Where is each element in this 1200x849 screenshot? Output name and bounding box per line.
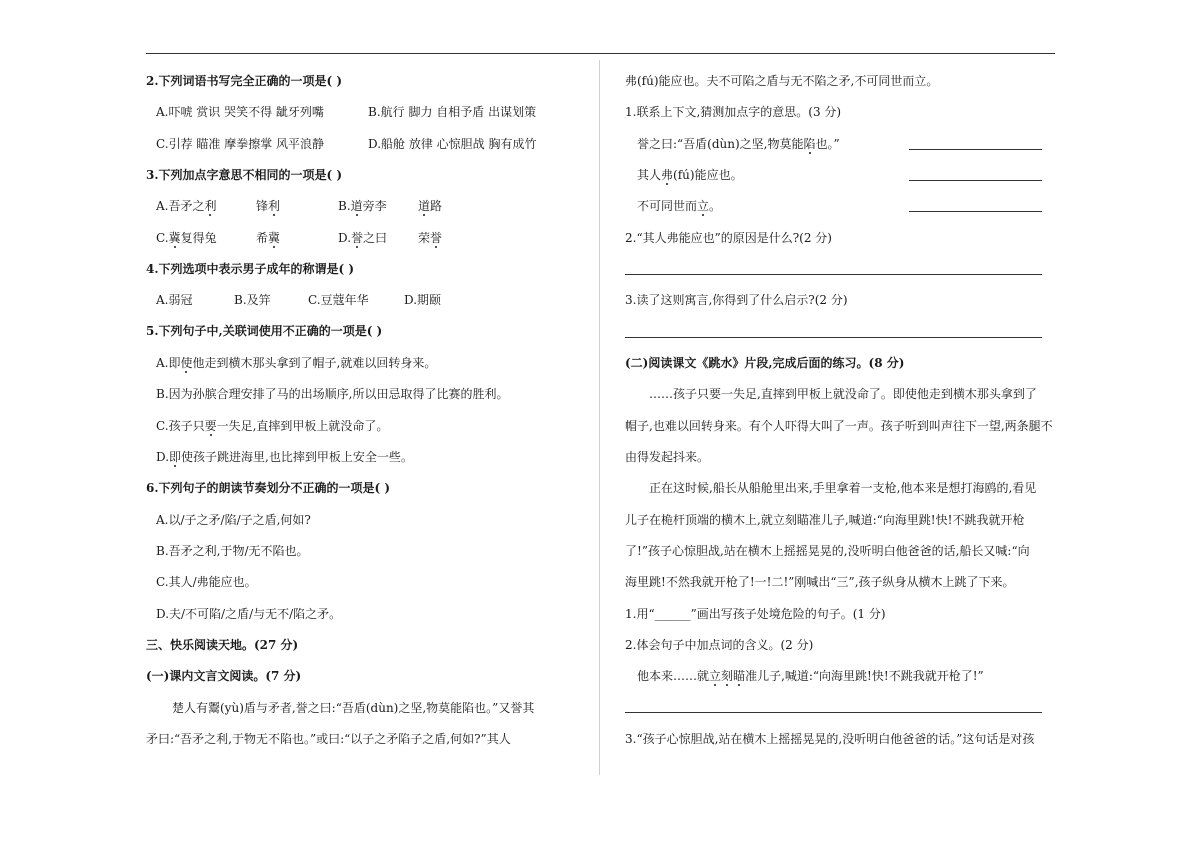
top-rule <box>146 53 1055 54</box>
answer-line-6[interactable] <box>625 712 1042 713</box>
q3-option-a: A.吾矛之利 <box>156 199 217 213</box>
answer-line-1[interactable] <box>909 149 1042 150</box>
q4-option-b: B.及笄 <box>234 293 271 307</box>
passage-1-line-3: 弗(fú)能应也。夫不可陷之盾与无不陷之矛,不可同世而立。 <box>625 74 939 88</box>
q3-option-d-pair: 荣誉 <box>418 231 443 245</box>
q2-option-a: A.吓唬 赏识 哭笑不得 龇牙列嘴 <box>156 105 324 119</box>
r2-q3: 3.“孩子心惊胆战,站在横木上摇摇晃晃的,没听明白他爸爸的话。”这句话是对孩 <box>625 732 1035 746</box>
q4-option-d: D.期颐 <box>404 293 442 307</box>
passage-2-line-6: 了!”孩子心惊胆战,站在横木上摇摇晃晃的,没听明白他爸爸的话,船长又喊:“向 <box>625 544 1030 558</box>
q3-option-b: B.道旁李 <box>338 199 387 213</box>
passage-2-line-2: 帽子,也难以回转身来。有个人吓得大叫了一声。孩子听到叫声往下一望,两条腿不 <box>625 419 1053 433</box>
q5-option-a: A.即使他走到横木那头拿到了帽子,就难以回转身来。 <box>156 356 437 370</box>
r2-q2-sentence: 他本来……就立刻瞄准儿子,喊道:“向海里跳!快!不跳我就开枪了!” <box>637 669 984 683</box>
passage-1-line-1: 楚人有鬻(yù)盾与矛者,誉之曰:“吾盾(dùn)之坚,物莫能陷也。”又誉其 <box>172 701 535 715</box>
r1-q3: 3.读了这则寓言,你得到了什么启示?(2 分) <box>625 293 848 307</box>
r1-q1-item-2: 其人弗(fú)能应也。 <box>637 168 743 182</box>
q6-option-a: A.以/子之矛/陷/子之盾,何如? <box>156 513 311 527</box>
q5-option-c: C.孩子只要一失足,直摔到甲板上就没命了。 <box>156 419 389 433</box>
answer-line-4[interactable] <box>625 274 1042 275</box>
part-1-title: (一)课内文言文阅读。(7 分) <box>146 669 302 683</box>
q3-option-c-pair: 希冀 <box>256 231 281 245</box>
q3-option-b-pair: 道路 <box>418 199 443 213</box>
q2-title: 2.下列词语书写完全正确的一项是( ) <box>146 74 343 88</box>
passage-2-line-5: 儿子在桅杆顶端的横木上,就立刻瞄准儿子,喊道:“向海里跳!快!不跳我就开枪 <box>625 513 1025 527</box>
q3-option-c: C.冀复得兔 <box>156 231 217 245</box>
passage-2-line-3: 由得发起抖来。 <box>625 450 710 464</box>
passage-2-line-4: 正在这时候,船长从船舱里出来,手里拿着一支枪,他本来是想打海鸥的,看见 <box>649 481 1037 495</box>
r2-q1: 1.用“______”画出写孩子处境危险的句子。(1 分) <box>625 607 886 621</box>
r1-q2: 2.“其人弗能应也”的原因是什么?(2 分) <box>625 231 832 245</box>
q2-option-d: D.船舱 放律 心惊胆战 胸有成竹 <box>368 137 537 151</box>
q6-option-d: D.夫/不可陷/之盾/与无不/陷之矛。 <box>156 607 342 621</box>
passage-2-line-7: 海里跳!不然我就开枪了!一!二!”刚喊出“三”,孩子纵身从横木上跳了下来。 <box>625 575 1015 589</box>
column-divider <box>599 60 600 775</box>
q4-title: 4.下列选项中表示男子成年的称谓是( ) <box>146 262 355 276</box>
r2-q2: 2.体会句子中加点词的含义。(2 分) <box>625 638 814 652</box>
q6-option-b: B.吾矛之利,于物/无不陷也。 <box>156 544 309 558</box>
q6-option-c: C.其人/弗能应也。 <box>156 575 257 589</box>
passage-2-line-1: ……孩子只要一失足,直摔到甲板上就没命了。即使他走到横木那头拿到了 <box>649 387 1037 401</box>
answer-line-5[interactable] <box>625 337 1042 338</box>
passage-1-line-2: 矛曰:“吾矛之利,于物无不陷也。”或曰:“以子之矛陷子之盾,何如?”其人 <box>146 732 511 746</box>
r1-q1-item-3: 不可同世而立。 <box>637 199 722 213</box>
section-3-title: 三、快乐阅读天地。(27 分) <box>146 638 299 652</box>
q5-option-d: D.即使孩子跳进海里,也比摔到甲板上安全一些。 <box>156 450 413 464</box>
q4-option-c: C.豆蔻年华 <box>308 293 369 307</box>
q2-option-c: C.引荐 瞄准 摩拳擦掌 风平浪静 <box>156 137 325 151</box>
r1-q1-item-1: 誉之曰:“吾盾(dùn)之坚,物莫能陷也。” <box>637 137 840 151</box>
answer-line-3[interactable] <box>909 211 1042 212</box>
q3-option-a-pair: 锋利 <box>256 199 281 213</box>
q6-title: 6.下列句子的朗读节奏划分不正确的一项是( ) <box>146 481 391 495</box>
q3-title: 3.下列加点字意思不相同的一项是( ) <box>146 168 343 182</box>
q5-option-b: B.因为孙膑合理安排了马的出场顺序,所以田忌取得了比赛的胜利。 <box>156 387 509 401</box>
r1-q1: 1.联系上下文,猜测加点字的意思。(3 分) <box>625 105 842 119</box>
part-2-title: (二)阅读课文《跳水》片段,完成后面的练习。(8 分) <box>625 356 905 370</box>
q3-option-d: D.誉之曰 <box>338 231 388 245</box>
q5-title: 5.下列句子中,关联词使用不正确的一项是( ) <box>146 324 383 338</box>
answer-line-2[interactable] <box>909 180 1042 181</box>
q2-option-b: B.航行 脚力 自相予盾 出谋划策 <box>368 105 537 119</box>
q4-option-a: A.弱冠 <box>156 293 193 307</box>
